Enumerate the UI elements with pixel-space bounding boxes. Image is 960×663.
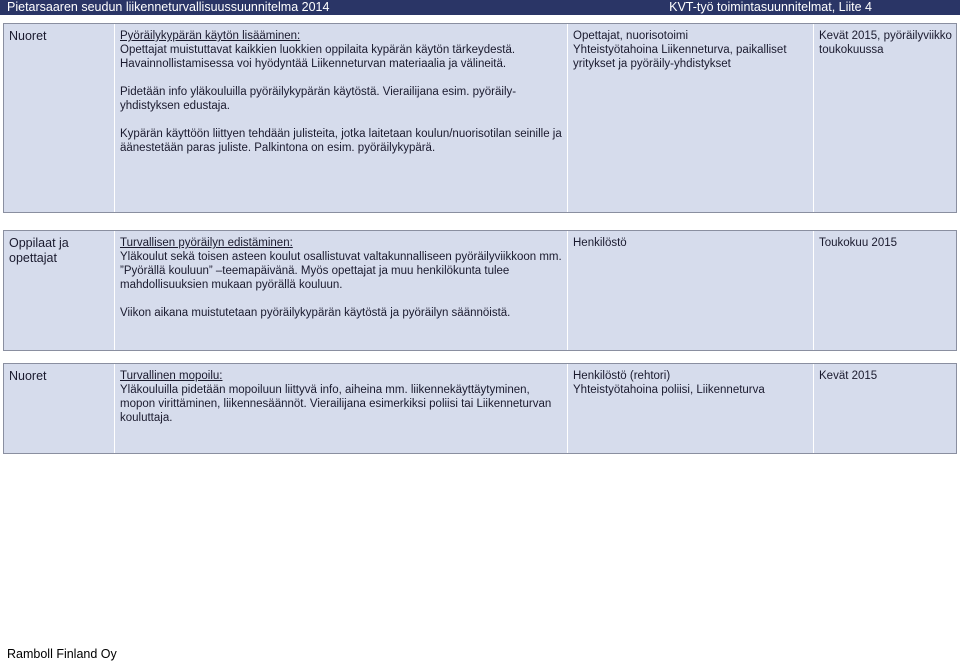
target-group: Oppilaat ja opettajat	[9, 236, 69, 265]
schedule: Toukokuu 2015	[819, 237, 898, 249]
schedule: Kevät 2015, pyöräilyviikko toukokuussa	[819, 30, 952, 56]
responsible-cell	[567, 231, 813, 350]
schedule-cell	[813, 364, 956, 453]
action-cell	[114, 24, 567, 212]
document-title: Pietarsaaren seudun liikenneturvallisuussuunnitelma 2014	[7, 0, 330, 14]
responsible-cell	[567, 364, 813, 453]
action-cell	[114, 364, 567, 453]
action-cell	[114, 231, 567, 350]
action-text: Pidetään info yläkouluilla pyöräilykypärän käytöstä. Vierailijana esim. pyöräily-yhdistyksen edustaja.	[120, 86, 517, 112]
target-group-cell	[4, 24, 114, 212]
table-row	[3, 23, 957, 213]
page-header	[0, 0, 960, 15]
responsible-partners: Yhteistyötahoina Liikenneturva, paikalliset yritykset ja pyöräily-yhdistykset	[573, 44, 787, 70]
schedule-cell	[813, 24, 956, 212]
responsible-primary: Henkilöstö (rehtori)	[573, 370, 671, 382]
table-row	[3, 363, 957, 454]
action-text: Yläkouluilla pidetään mopoiluun liittyvä info, aiheina mm. liikennekäyttäytyminen, mopon virittäminen, liikennesäännöt. Vierailijana esimerkiksi poliisi tai Liikenneturvan kouluttaja.	[120, 384, 552, 424]
schedule-cell	[813, 231, 956, 350]
target-group: Nuoret	[9, 29, 47, 43]
action-title: Turvallinen mopoilu:	[120, 370, 223, 382]
action-title: Turvallisen pyöräilyn edistäminen:	[120, 237, 293, 249]
target-group: Nuoret	[9, 369, 47, 383]
target-group-cell	[4, 231, 114, 350]
appendix-label: KVT-työ toimintasuunnitelmat, Liite 4	[669, 0, 872, 14]
responsible-partners: Yhteistyötahoina poliisi, Liikenneturva	[573, 384, 765, 396]
company-footer: Ramboll Finland Oy	[7, 647, 117, 661]
responsible-primary: Henkilöstö	[573, 237, 627, 249]
schedule: Kevät 2015	[819, 370, 878, 382]
responsible-primary: Opettajat, nuorisotoimi	[573, 30, 689, 42]
responsible-cell	[567, 24, 813, 212]
action-text: Yläkoulut sekä toisen asteen koulut osallistuvat valtakunnalliseen pyöräilyviikkoon mm. ”Pyörällä kouluun” –teemapäivänä. Myös opettajat ja muu henkilökunta tulee mahdollisuuksien mukaan pyörällä kouluun.	[120, 251, 562, 291]
table-row	[3, 230, 957, 351]
action-text: Opettajat muistuttavat kaikkien luokkien oppilaita kypärän käytön tärkeydestä. Havainnollistamisessa voi hyödyntää Liikenneturvan materiaalia ja välineitä.	[120, 44, 516, 70]
action-title: Pyöräilykypärän käytön lisääminen:	[120, 30, 301, 42]
action-text: Viikon aikana muistutetaan pyöräilykypärän käytöstä ja pyöräilyn säännöistä.	[120, 307, 511, 319]
action-text: Kypärän käyttöön liittyen tehdään julisteita, jotka laitetaan koulun/nuorisotilan seinille ja äänestetään paras juliste. Palkintona on esim. pyöräilykypärä.	[120, 128, 562, 154]
target-group-cell	[4, 364, 114, 453]
